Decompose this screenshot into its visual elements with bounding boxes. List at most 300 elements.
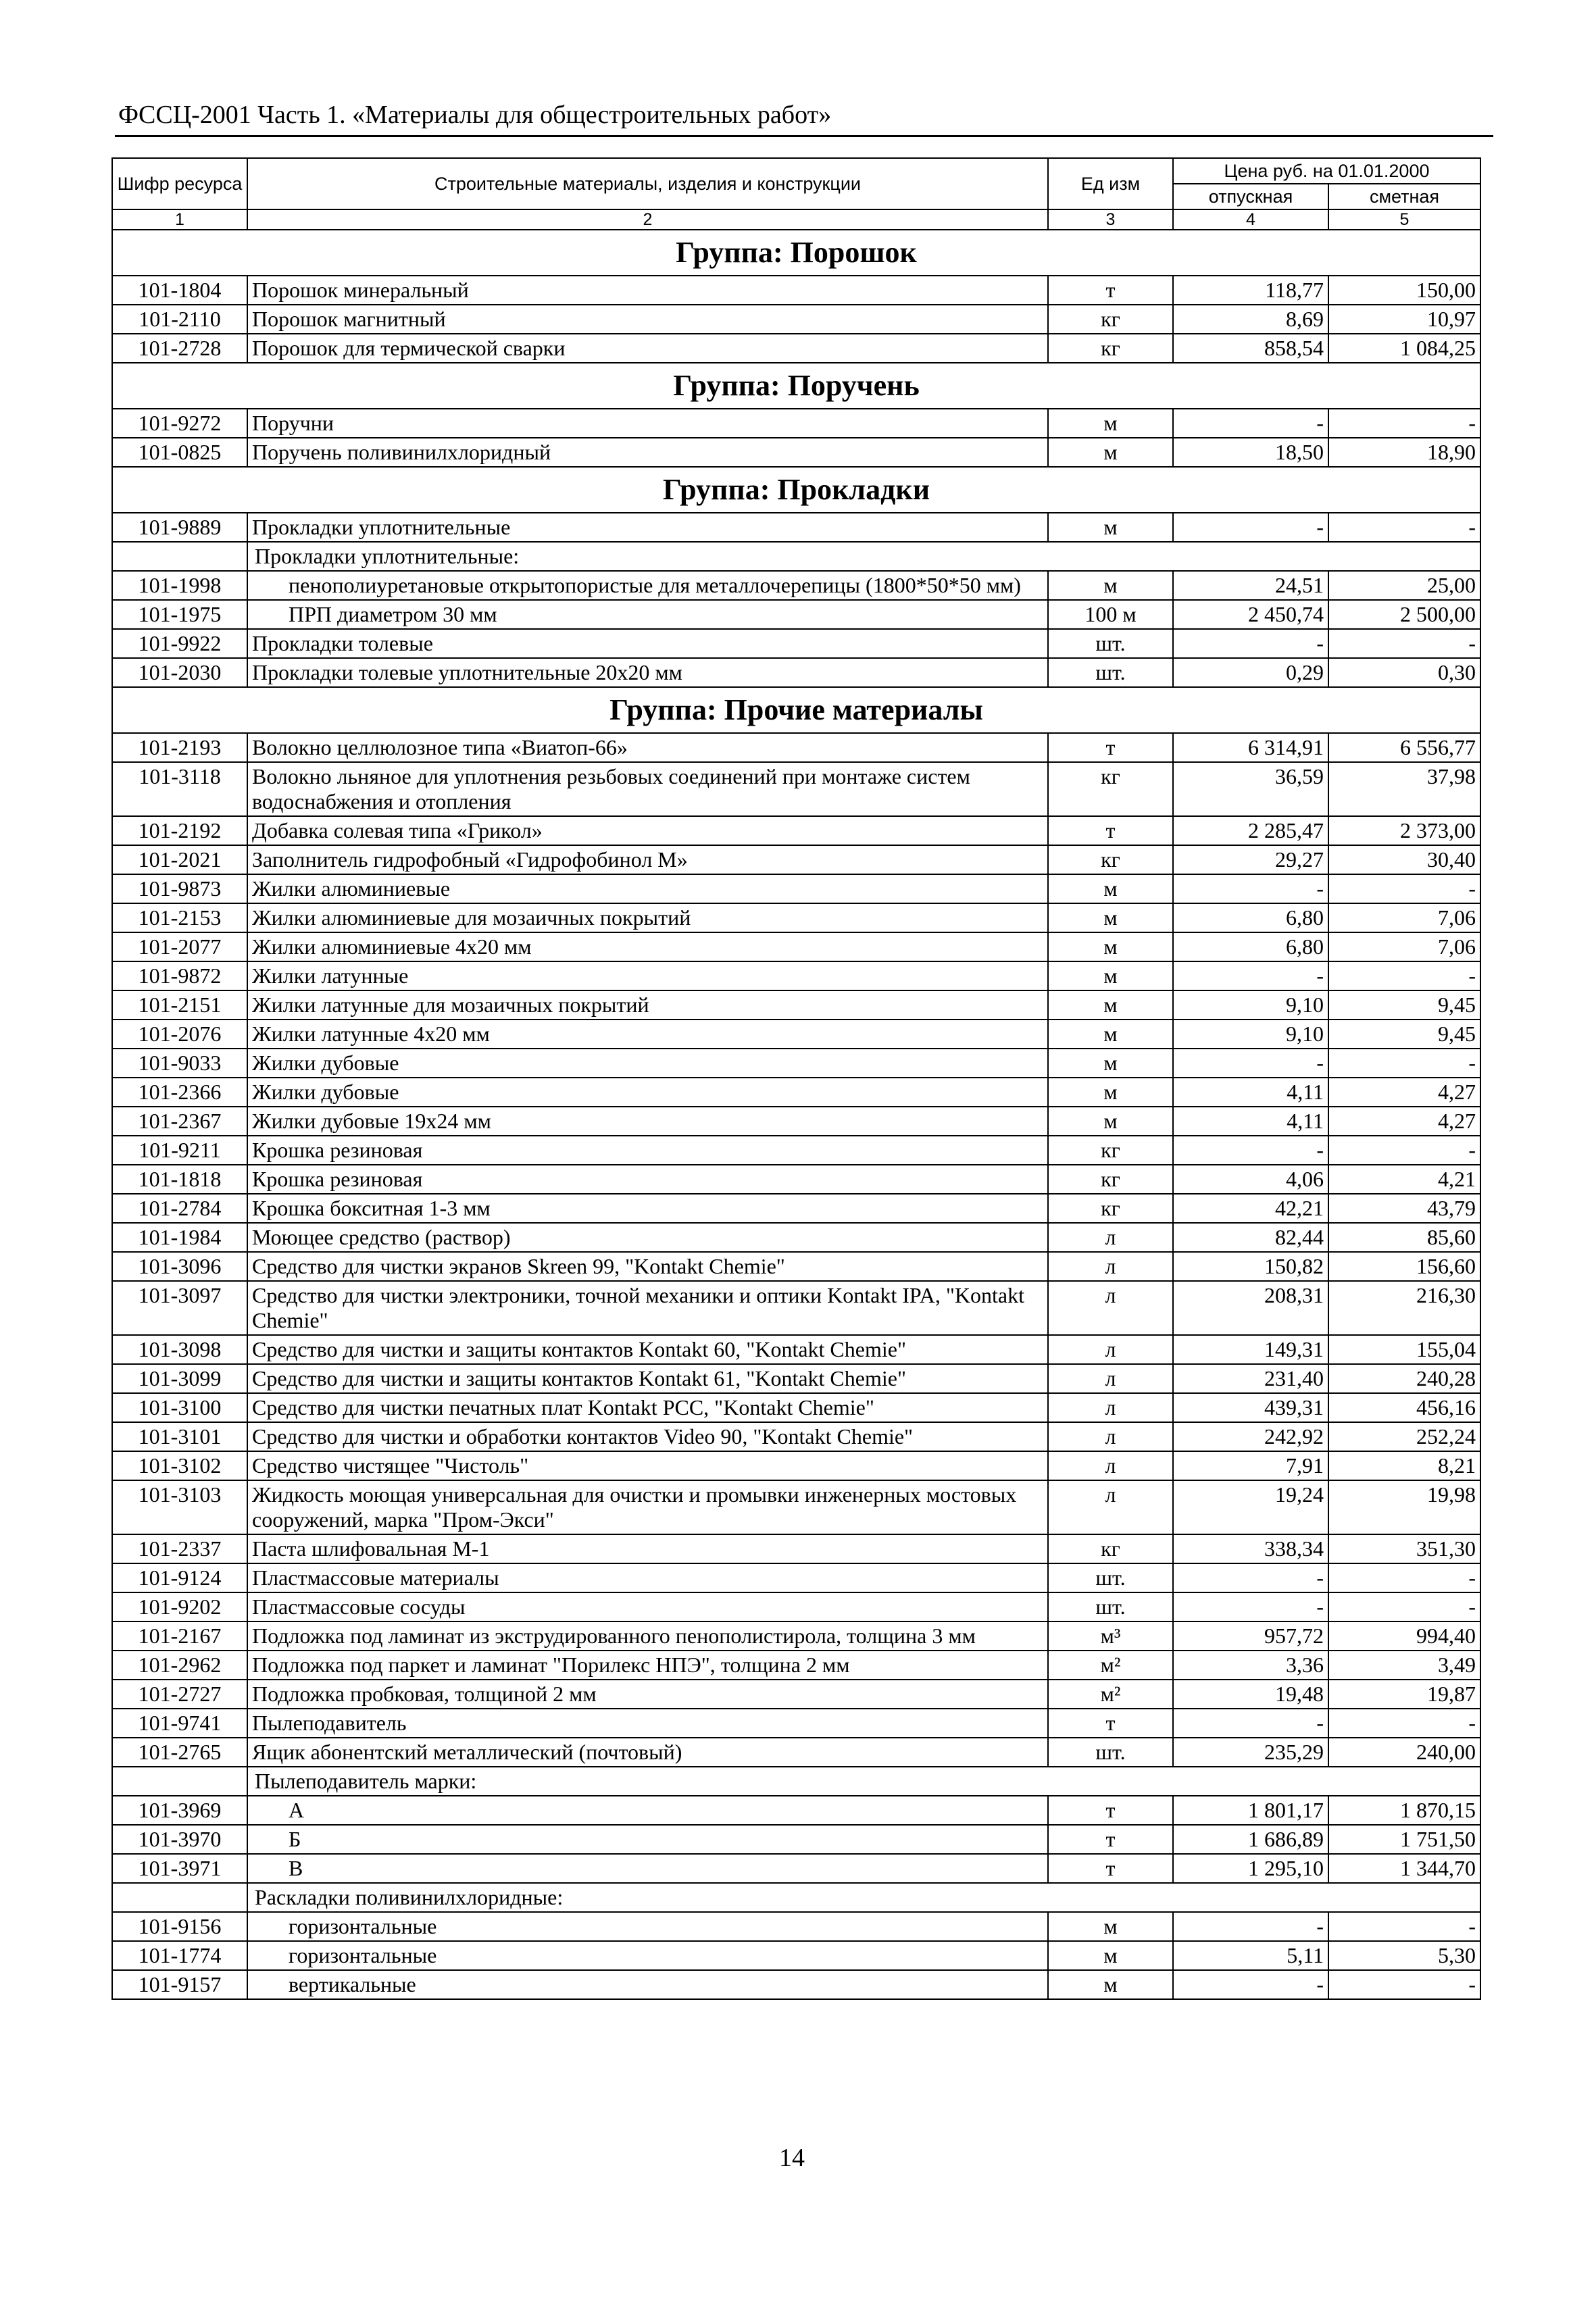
price-wholesale: 6,80: [1173, 903, 1328, 932]
price-wholesale: -: [1173, 1563, 1328, 1592]
price-estimate: 155,04: [1328, 1335, 1480, 1364]
material-name: Крошка бокситная 1-3 мм: [247, 1194, 1048, 1223]
price-wholesale: -: [1173, 961, 1328, 990]
material-name: вертикальные: [247, 1970, 1048, 1999]
unit-of-measure: кг: [1048, 334, 1173, 363]
price-wholesale: 231,40: [1173, 1364, 1328, 1393]
subheading-row: [112, 1767, 1480, 1796]
price-estimate: -: [1328, 409, 1480, 438]
price-wholesale: 1 295,10: [1173, 1854, 1328, 1883]
resource-code: 101-1975: [112, 600, 247, 629]
price-wholesale: 439,31: [1173, 1393, 1328, 1422]
resource-code: 101-9156: [112, 1912, 247, 1941]
price-estimate: -: [1328, 1709, 1480, 1738]
resource-code: 101-9211: [112, 1136, 247, 1165]
resource-code: 101-2021: [112, 845, 247, 874]
subheading-row: [112, 1883, 1480, 1912]
price-estimate: 252,24: [1328, 1422, 1480, 1451]
resource-code: 101-2337: [112, 1534, 247, 1563]
price-estimate: -: [1328, 1563, 1480, 1592]
price-wholesale: 9,10: [1173, 990, 1328, 1020]
table-row: [112, 438, 1480, 467]
price-estimate: 7,06: [1328, 903, 1480, 932]
resource-code: 101-9033: [112, 1049, 247, 1078]
price-wholesale: -: [1173, 1709, 1328, 1738]
table-body: [112, 230, 1480, 1999]
table-row: [112, 762, 1480, 816]
table-row: [112, 1136, 1480, 1165]
col-number: 3: [1048, 209, 1173, 230]
table-row: [112, 990, 1480, 1020]
table-row: [112, 1364, 1480, 1393]
price-estimate: 85,60: [1328, 1223, 1480, 1252]
page-number: 14: [779, 2144, 805, 2172]
unit-of-measure: т: [1048, 276, 1173, 305]
empty-cell: [112, 1883, 247, 1912]
material-name: Пылеподавитель: [247, 1709, 1048, 1738]
material-name: Жилки латунные 4х20 мм: [247, 1020, 1048, 1049]
unit-of-measure: м: [1048, 513, 1173, 542]
price-wholesale: 149,31: [1173, 1335, 1328, 1364]
col-number: 1: [112, 209, 247, 230]
table-row: [112, 1621, 1480, 1651]
resource-code: 101-2728: [112, 334, 247, 363]
price-wholesale: 2 285,47: [1173, 816, 1328, 845]
resource-code: 101-3099: [112, 1364, 247, 1393]
material-name: Поручень поливинилхлоридный: [247, 438, 1048, 467]
unit-of-measure: м: [1048, 438, 1173, 467]
unit-of-measure: шт.: [1048, 1738, 1173, 1767]
material-name: Прокладки уплотнительные: [247, 513, 1048, 542]
table-row: [112, 1738, 1480, 1767]
resource-code: 101-2167: [112, 1621, 247, 1651]
price-wholesale: 957,72: [1173, 1621, 1328, 1651]
subheading-text: Раскладки поливинилхлоридные:: [247, 1883, 1480, 1912]
price-wholesale: 82,44: [1173, 1223, 1328, 1252]
material-name: горизонтальные: [247, 1912, 1048, 1941]
resource-code: 101-9889: [112, 513, 247, 542]
material-name: Жилки дубовые: [247, 1078, 1048, 1107]
material-name: Крошка резиновая: [247, 1136, 1048, 1165]
table-row: [112, 1049, 1480, 1078]
unit-of-measure: м: [1048, 1912, 1173, 1941]
table-row: [112, 903, 1480, 932]
material-name: Добавка солевая типа «Грикол»: [247, 816, 1048, 845]
table-row: [112, 1252, 1480, 1281]
price-table: [111, 157, 1481, 2000]
material-name: Жилки латунные: [247, 961, 1048, 990]
empty-cell: [112, 542, 247, 571]
price-estimate: 37,98: [1328, 762, 1480, 816]
price-estimate: 150,00: [1328, 276, 1480, 305]
material-name: Жилки алюминиевые 4х20 мм: [247, 932, 1048, 961]
resource-code: 101-1984: [112, 1223, 247, 1252]
price-estimate: 456,16: [1328, 1393, 1480, 1422]
material-name: Ящик абонентский металлический (почтовый): [247, 1738, 1048, 1767]
table-row: [112, 932, 1480, 961]
material-name: Средство для чистки экранов Skreen 99, "Kontakt Chemie": [247, 1252, 1048, 1281]
price-estimate: 0,30: [1328, 658, 1480, 687]
unit-of-measure: л: [1048, 1393, 1173, 1422]
price-wholesale: -: [1173, 409, 1328, 438]
price-estimate: -: [1328, 1970, 1480, 1999]
resource-code: 101-1804: [112, 276, 247, 305]
price-wholesale: 36,59: [1173, 762, 1328, 816]
price-wholesale: -: [1173, 629, 1328, 658]
unit-of-measure: кг: [1048, 762, 1173, 816]
price-wholesale: 338,34: [1173, 1534, 1328, 1563]
material-name: Жилки алюминиевые для мозаичных покрытий: [247, 903, 1048, 932]
price-wholesale: 18,50: [1173, 438, 1328, 467]
table-row: [112, 961, 1480, 990]
unit-of-measure: л: [1048, 1281, 1173, 1335]
resource-code: 101-9873: [112, 874, 247, 903]
resource-code: 101-3097: [112, 1281, 247, 1335]
unit-of-measure: м: [1048, 1020, 1173, 1049]
resource-code: 101-3096: [112, 1252, 247, 1281]
table-row: [112, 513, 1480, 542]
resource-code: 101-2110: [112, 305, 247, 334]
price-wholesale: 235,29: [1173, 1738, 1328, 1767]
table-row: [112, 658, 1480, 687]
resource-code: 101-3969: [112, 1796, 247, 1825]
table-row: [112, 334, 1480, 363]
table-row: [112, 276, 1480, 305]
unit-of-measure: кг: [1048, 1136, 1173, 1165]
material-name: Порошок магнитный: [247, 305, 1048, 334]
price-wholesale: 6,80: [1173, 932, 1328, 961]
table-row: [112, 571, 1480, 600]
resource-code: 101-2151: [112, 990, 247, 1020]
unit-of-measure: м: [1048, 1049, 1173, 1078]
unit-of-measure: л: [1048, 1335, 1173, 1364]
col-price-estimate-header: сметная: [1328, 184, 1480, 209]
unit-of-measure: м: [1048, 1107, 1173, 1136]
price-estimate: -: [1328, 1049, 1480, 1078]
unit-of-measure: шт.: [1048, 1592, 1173, 1621]
price-wholesale: -: [1173, 874, 1328, 903]
resource-code: 101-3971: [112, 1854, 247, 1883]
material-name: Подложка пробковая, толщиной 2 мм: [247, 1680, 1048, 1709]
resource-code: 101-9872: [112, 961, 247, 990]
material-name: Б: [247, 1825, 1048, 1854]
resource-code: 101-2030: [112, 658, 247, 687]
unit-of-measure: т: [1048, 1825, 1173, 1854]
price-estimate: 5,30: [1328, 1941, 1480, 1970]
resource-code: 101-3103: [112, 1480, 247, 1534]
unit-of-measure: м³: [1048, 1621, 1173, 1651]
unit-of-measure: л: [1048, 1223, 1173, 1252]
col-price-wholesale-header: отпускная: [1173, 184, 1328, 209]
price-wholesale: 0,29: [1173, 658, 1328, 687]
resource-code: 101-9124: [112, 1563, 247, 1592]
resource-code: 101-9157: [112, 1970, 247, 1999]
price-wholesale: 19,24: [1173, 1480, 1328, 1534]
price-estimate: -: [1328, 629, 1480, 658]
unit-of-measure: шт.: [1048, 1563, 1173, 1592]
material-name: Жилки алюминиевые: [247, 874, 1048, 903]
table-header: [112, 158, 1480, 230]
table-row: [112, 1480, 1480, 1534]
price-estimate: -: [1328, 961, 1480, 990]
price-wholesale: 242,92: [1173, 1422, 1328, 1451]
price-estimate: 1 751,50: [1328, 1825, 1480, 1854]
group-title: Группа: Поручень: [112, 363, 1480, 409]
resource-code: 101-3118: [112, 762, 247, 816]
unit-of-measure: т: [1048, 1854, 1173, 1883]
price-estimate: 43,79: [1328, 1194, 1480, 1223]
price-estimate: 240,00: [1328, 1738, 1480, 1767]
material-name: Волокно целлюлозное типа «Виатоп-66»: [247, 733, 1048, 762]
price-estimate: 994,40: [1328, 1621, 1480, 1651]
unit-of-measure: м²: [1048, 1680, 1173, 1709]
table-row: [112, 1281, 1480, 1335]
price-wholesale: 6 314,91: [1173, 733, 1328, 762]
unit-of-measure: л: [1048, 1364, 1173, 1393]
price-estimate: 18,90: [1328, 438, 1480, 467]
table-row: [112, 1223, 1480, 1252]
material-name: Моющее средство (раствор): [247, 1223, 1048, 1252]
table-row: [112, 1020, 1480, 1049]
unit-of-measure: л: [1048, 1422, 1173, 1451]
resource-code: 101-2077: [112, 932, 247, 961]
price-estimate: 30,40: [1328, 845, 1480, 874]
material-name: Средство для чистки печатных плат Kontakt PCC, "Kontakt Chemie": [247, 1393, 1048, 1422]
table-row: [112, 1422, 1480, 1451]
col-number: 4: [1173, 209, 1328, 230]
material-name: Средство для чистки и обработки контактов Video 90, "Kontakt Chemie": [247, 1422, 1048, 1451]
resource-code: 101-3100: [112, 1393, 247, 1422]
price-estimate: 10,97: [1328, 305, 1480, 334]
group-row: [112, 467, 1480, 513]
price-wholesale: 3,36: [1173, 1651, 1328, 1680]
material-name: Прокладки толевые: [247, 629, 1048, 658]
unit-of-measure: т: [1048, 1709, 1173, 1738]
price-estimate: 4,27: [1328, 1107, 1480, 1136]
price-estimate: 2 373,00: [1328, 816, 1480, 845]
table-row: [112, 1825, 1480, 1854]
material-name: горизонтальные: [247, 1941, 1048, 1970]
material-name: Порошок минеральный: [247, 276, 1048, 305]
unit-of-measure: т: [1048, 816, 1173, 845]
unit-of-measure: м: [1048, 903, 1173, 932]
material-name: Заполнитель гидрофобный «Гидрофобинол М»: [247, 845, 1048, 874]
price-wholesale: 7,91: [1173, 1451, 1328, 1480]
unit-of-measure: л: [1048, 1252, 1173, 1281]
group-row: [112, 687, 1480, 733]
table-row: [112, 1854, 1480, 1883]
group-title: Группа: Порошок: [112, 230, 1480, 276]
table-row: [112, 1941, 1480, 1970]
material-name: Подложка под ламинат из экструдированного пенополистирола, толщина 3 мм: [247, 1621, 1048, 1651]
empty-cell: [112, 1767, 247, 1796]
material-name: Средство для чистки и защиты контактов Kontakt 61, "Kontakt Chemie": [247, 1364, 1048, 1393]
price-estimate: -: [1328, 874, 1480, 903]
unit-of-measure: кг: [1048, 1194, 1173, 1223]
price-wholesale: -: [1173, 1970, 1328, 1999]
price-estimate: 4,21: [1328, 1165, 1480, 1194]
material-name: Пластмассовые материалы: [247, 1563, 1048, 1592]
unit-of-measure: кг: [1048, 1165, 1173, 1194]
price-estimate: 19,87: [1328, 1680, 1480, 1709]
subheading-row: [112, 542, 1480, 571]
group-title: Группа: Прокладки: [112, 467, 1480, 513]
price-wholesale: 4,06: [1173, 1165, 1328, 1194]
material-name: Средство чистящее "Чистоль": [247, 1451, 1048, 1480]
price-wholesale: 8,69: [1173, 305, 1328, 334]
unit-of-measure: м: [1048, 961, 1173, 990]
unit-of-measure: м: [1048, 409, 1173, 438]
material-name: Средство для чистки и защиты контактов Kontakt 60, "Kontakt Chemie": [247, 1335, 1048, 1364]
page-header: ФССЦ-2001 Часть 1. «Материалы для общестроительных работ»: [118, 101, 832, 129]
resource-code: 101-2727: [112, 1680, 247, 1709]
price-estimate: -: [1328, 1912, 1480, 1941]
material-name: Жидкость моющая универсальная для очистки и промывки инженерных мостовых сооружений, марка "Пром-Экси": [247, 1480, 1048, 1534]
price-estimate: -: [1328, 513, 1480, 542]
table-row: [112, 1107, 1480, 1136]
material-name: Жилки дубовые 19х24 мм: [247, 1107, 1048, 1136]
price-wholesale: -: [1173, 1592, 1328, 1621]
group-row: [112, 363, 1480, 409]
price-wholesale: 1 686,89: [1173, 1825, 1328, 1854]
price-estimate: 2 500,00: [1328, 600, 1480, 629]
resource-code: 101-1818: [112, 1165, 247, 1194]
resource-code: 101-9202: [112, 1592, 247, 1621]
material-name: В: [247, 1854, 1048, 1883]
table-row: [112, 1970, 1480, 1999]
material-name: Паста шлифовальная М-1: [247, 1534, 1048, 1563]
material-name: Средство для чистки электроники, точной механики и оптики Kontakt IPA, "Kontakt Chemie": [247, 1281, 1048, 1335]
price-estimate: 4,27: [1328, 1078, 1480, 1107]
price-estimate: 7,06: [1328, 932, 1480, 961]
group-row: [112, 230, 1480, 276]
group-title: Группа: Прочие материалы: [112, 687, 1480, 733]
col-number: 5: [1328, 209, 1480, 230]
material-name: Подложка под паркет и ламинат "Порилекс НПЭ", толщина 2 мм: [247, 1651, 1048, 1680]
price-wholesale: -: [1173, 1049, 1328, 1078]
price-estimate: 3,49: [1328, 1651, 1480, 1680]
col-unit-header: Ед изм: [1048, 158, 1173, 209]
unit-of-measure: м: [1048, 1970, 1173, 1999]
table-row: [112, 1078, 1480, 1107]
table-row: [112, 1680, 1480, 1709]
price-estimate: -: [1328, 1592, 1480, 1621]
unit-of-measure: т: [1048, 733, 1173, 762]
price-wholesale: 858,54: [1173, 334, 1328, 363]
price-wholesale: 5,11: [1173, 1941, 1328, 1970]
resource-code: 101-2765: [112, 1738, 247, 1767]
material-name: Жилки латунные для мозаичных покрытий: [247, 990, 1048, 1020]
unit-of-measure: шт.: [1048, 629, 1173, 658]
unit-of-measure: м: [1048, 990, 1173, 1020]
col-name-header: Строительные материалы, изделия и конструкции: [247, 158, 1048, 209]
resource-code: 101-3101: [112, 1422, 247, 1451]
price-estimate: 19,98: [1328, 1480, 1480, 1534]
subheading-text: Прокладки уплотнительные:: [247, 542, 1480, 571]
resource-code: 101-9741: [112, 1709, 247, 1738]
unit-of-measure: кг: [1048, 845, 1173, 874]
subheading-text: Пылеподавитель марки:: [247, 1767, 1480, 1796]
material-name: ПРП диаметром 30 мм: [247, 600, 1048, 629]
unit-of-measure: кг: [1048, 1534, 1173, 1563]
table-row: [112, 1651, 1480, 1680]
col-code-header: Шифр ресурса: [112, 158, 247, 209]
price-wholesale: 9,10: [1173, 1020, 1328, 1049]
table-row: [112, 1592, 1480, 1621]
price-wholesale: 2 450,74: [1173, 600, 1328, 629]
price-estimate: 351,30: [1328, 1534, 1480, 1563]
material-name: Прокладки толевые уплотнительные 20х20 мм: [247, 658, 1048, 687]
price-estimate: 8,21: [1328, 1451, 1480, 1480]
price-estimate: 1 084,25: [1328, 334, 1480, 363]
material-name: Крошка резиновая: [247, 1165, 1048, 1194]
price-wholesale: 24,51: [1173, 571, 1328, 600]
table-row: [112, 816, 1480, 845]
unit-of-measure: 100 м: [1048, 600, 1173, 629]
resource-code: 101-2153: [112, 903, 247, 932]
resource-code: 101-2076: [112, 1020, 247, 1049]
col-price-header: Цена руб. на 01.01.2000: [1173, 158, 1480, 184]
price-estimate: 25,00: [1328, 571, 1480, 600]
resource-code: 101-2962: [112, 1651, 247, 1680]
price-wholesale: 4,11: [1173, 1078, 1328, 1107]
table-row: [112, 1912, 1480, 1941]
price-wholesale: 1 801,17: [1173, 1796, 1328, 1825]
resource-code: 101-2366: [112, 1078, 247, 1107]
table-row: [112, 629, 1480, 658]
material-name: Волокно льняное для уплотнения резьбовых соединений при монтаже систем водоснабжения и отопления: [247, 762, 1048, 816]
price-estimate: 216,30: [1328, 1281, 1480, 1335]
price-estimate: 9,45: [1328, 1020, 1480, 1049]
unit-of-measure: шт.: [1048, 658, 1173, 687]
table-row: [112, 1393, 1480, 1422]
resource-code: 101-2367: [112, 1107, 247, 1136]
table-row: [112, 874, 1480, 903]
resource-code: 101-2193: [112, 733, 247, 762]
price-wholesale: 118,77: [1173, 276, 1328, 305]
table-row: [112, 305, 1480, 334]
header-divider: [115, 135, 1493, 137]
price-wholesale: 42,21: [1173, 1194, 1328, 1223]
table-row: [112, 1563, 1480, 1592]
price-estimate: -: [1328, 1136, 1480, 1165]
price-wholesale: -: [1173, 1136, 1328, 1165]
resource-code: 101-2192: [112, 816, 247, 845]
price-estimate: 156,60: [1328, 1252, 1480, 1281]
unit-of-measure: м: [1048, 1078, 1173, 1107]
unit-of-measure: м: [1048, 1941, 1173, 1970]
table-row: [112, 733, 1480, 762]
price-wholesale: 208,31: [1173, 1281, 1328, 1335]
resource-code: 101-1774: [112, 1941, 247, 1970]
table-row: [112, 1796, 1480, 1825]
resource-code: 101-3970: [112, 1825, 247, 1854]
resource-code: 101-9272: [112, 409, 247, 438]
unit-of-measure: м: [1048, 932, 1173, 961]
table-row: [112, 1451, 1480, 1480]
price-estimate: 1 870,15: [1328, 1796, 1480, 1825]
price-wholesale: -: [1173, 513, 1328, 542]
price-estimate: 9,45: [1328, 990, 1480, 1020]
unit-of-measure: м: [1048, 874, 1173, 903]
resource-code: 101-2784: [112, 1194, 247, 1223]
resource-code: 101-3102: [112, 1451, 247, 1480]
price-wholesale: 4,11: [1173, 1107, 1328, 1136]
resource-code: 101-1998: [112, 571, 247, 600]
table-row: [112, 1709, 1480, 1738]
price-estimate: 1 344,70: [1328, 1854, 1480, 1883]
price-wholesale: 150,82: [1173, 1252, 1328, 1281]
